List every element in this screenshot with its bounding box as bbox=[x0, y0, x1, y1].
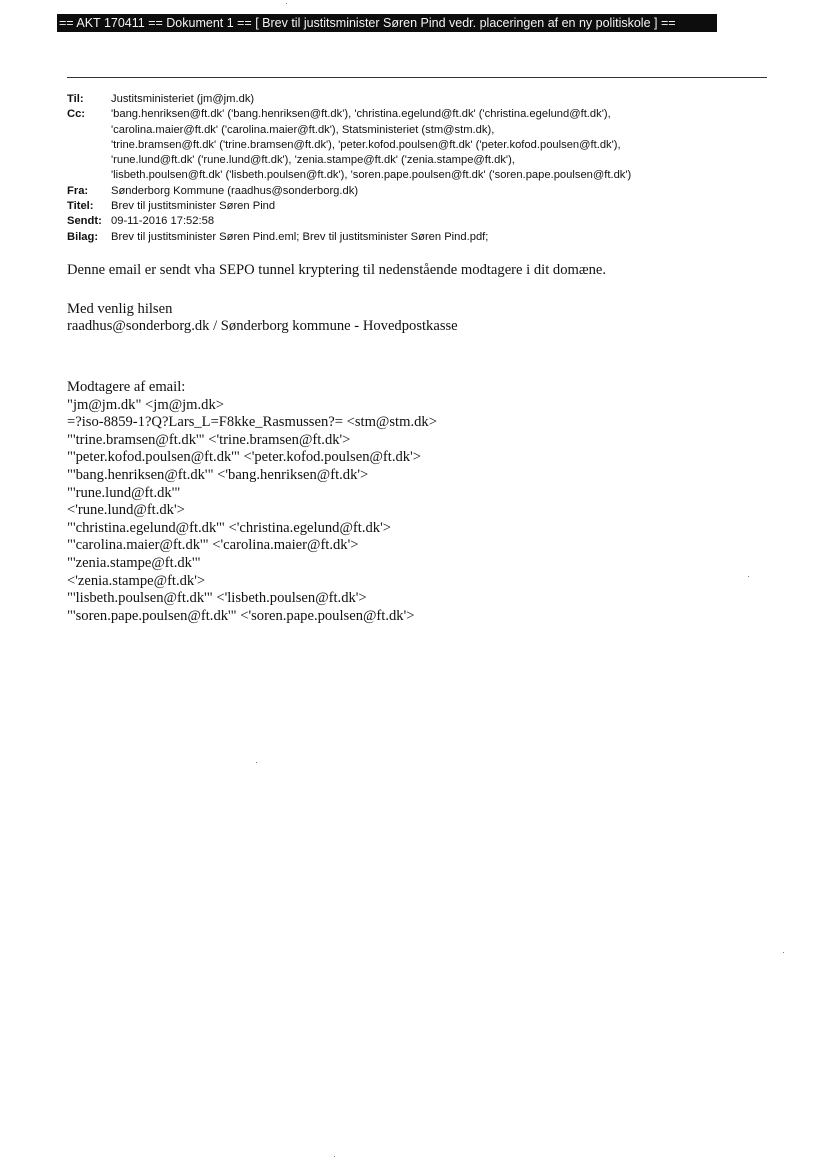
sendt-label: Sendt: bbox=[67, 215, 102, 228]
cc-line: 'rune.lund@ft.dk' ('rune.lund@ft.dk'), 'zenia.stampe@ft.dk' ('zenia.stampe@ft.dk'), bbox=[111, 154, 515, 167]
scan-speck bbox=[334, 1156, 335, 1157]
recipient-line: =?iso-8859-1?Q?Lars_L=F8kke_Rasmussen?= <stm@stm.dk> bbox=[67, 414, 437, 431]
scan-speck bbox=[286, 3, 287, 4]
header-row-til bbox=[67, 92, 767, 107]
scan-speck bbox=[783, 952, 784, 953]
sendt-value: 09-11-2016 17:52:58 bbox=[111, 215, 215, 228]
header-divider bbox=[67, 77, 767, 78]
document-banner: == AKT 170411 == Dokument 1 == [ Brev til justitsminister Søren Pind vedr. placeringen af en ny politiskole ] == bbox=[57, 14, 717, 32]
til-label: Til: bbox=[67, 93, 84, 105]
cc-label: Cc: bbox=[67, 108, 86, 121]
greeting-text: Med venlig hilsen bbox=[67, 300, 173, 317]
recipient-line: <'rune.lund@ft.dk'> bbox=[67, 502, 185, 519]
recipient-line: "'carolina.maier@ft.dk'" <'carolina.maier@ft.dk'> bbox=[67, 537, 359, 554]
cc-line: 'trine.bramsen@ft.dk' ('trine.bramsen@ft.dk'), 'peter.kofod.poulsen@ft.dk' ('peter.kofod.poulsen@ft.dk'), bbox=[111, 138, 621, 151]
header-row-fra bbox=[67, 184, 767, 199]
bilag-value: Brev til justitsminister Søren Pind.eml; Brev til justitsminister Søren Pind.pdf; bbox=[111, 230, 489, 243]
bilag-label: Bilag: bbox=[67, 230, 99, 243]
fra-label: Fra: bbox=[67, 184, 89, 197]
recipients-list bbox=[67, 379, 767, 625]
intro-text: Denne email er sendt vha SEPO tunnel kryptering til nedenstående modtagere i dit domæne. bbox=[67, 262, 607, 278]
recipients-heading: Modtagere af email: bbox=[67, 379, 186, 395]
cc-line: 'lisbeth.poulsen@ft.dk' ('lisbeth.poulsen@ft.dk'), 'soren.pape.poulsen@ft.dk' ('soren.pape.poulsen@ft.dk') bbox=[111, 169, 632, 182]
titel-value: Brev til justitsminister Søren Pind bbox=[111, 200, 276, 213]
recipient-line: "'rune.lund@ft.dk'" bbox=[67, 484, 181, 501]
recipient-line: "'christina.egelund@ft.dk'" <'christina.egelund@ft.dk'> bbox=[67, 519, 391, 536]
recipient-line: "jm@jm.dk" <jm@jm.dk> bbox=[67, 396, 225, 413]
header-row-sendt bbox=[67, 214, 767, 229]
til-value: Justitsministeriet (jm@jm.dk) bbox=[111, 93, 255, 105]
header-row-titel bbox=[67, 199, 767, 214]
cc-line: 'carolina.maier@ft.dk' ('carolina.maier@ft.dk'), Statsministeriet (stm@stm.dk), bbox=[111, 123, 495, 136]
recipient-line: "'peter.kofod.poulsen@ft.dk'" <'peter.kofod.poulsen@ft.dk'> bbox=[67, 449, 421, 466]
signature-text: raadhus@sonderborg.dk / Sønderborg kommune - Hovedpostkasse bbox=[67, 318, 458, 335]
cc-value bbox=[111, 107, 767, 183]
header-row-bilag bbox=[67, 230, 767, 245]
titel-label: Titel: bbox=[67, 200, 94, 213]
recipient-line: "'lisbeth.poulsen@ft.dk'" <'lisbeth.poulsen@ft.dk'> bbox=[67, 590, 367, 607]
email-header bbox=[67, 92, 767, 245]
recipient-line: "'soren.pape.poulsen@ft.dk'" <'soren.pape.poulsen@ft.dk'> bbox=[67, 607, 415, 624]
recipient-line: "'zenia.stampe@ft.dk'" bbox=[67, 554, 201, 571]
fra-value: Sønderborg Kommune (raadhus@sonderborg.dk) bbox=[111, 184, 359, 197]
recipient-line: <'zenia.stampe@ft.dk'> bbox=[67, 572, 206, 589]
cc-line: 'bang.henriksen@ft.dk' ('bang.henriksen@ft.dk'), 'christina.egelund@ft.dk' ('christina.egelund@ft.dk'), bbox=[111, 108, 611, 121]
recipient-line: "'bang.henriksen@ft.dk'" <'bang.henriksen@ft.dk'> bbox=[67, 466, 369, 483]
email-body bbox=[67, 262, 767, 336]
recipient-line: "'trine.bramsen@ft.dk'" <'trine.bramsen@ft.dk'> bbox=[67, 431, 351, 448]
header-row-cc bbox=[67, 107, 767, 183]
scan-speck bbox=[256, 762, 257, 763]
scan-speck bbox=[748, 576, 749, 577]
